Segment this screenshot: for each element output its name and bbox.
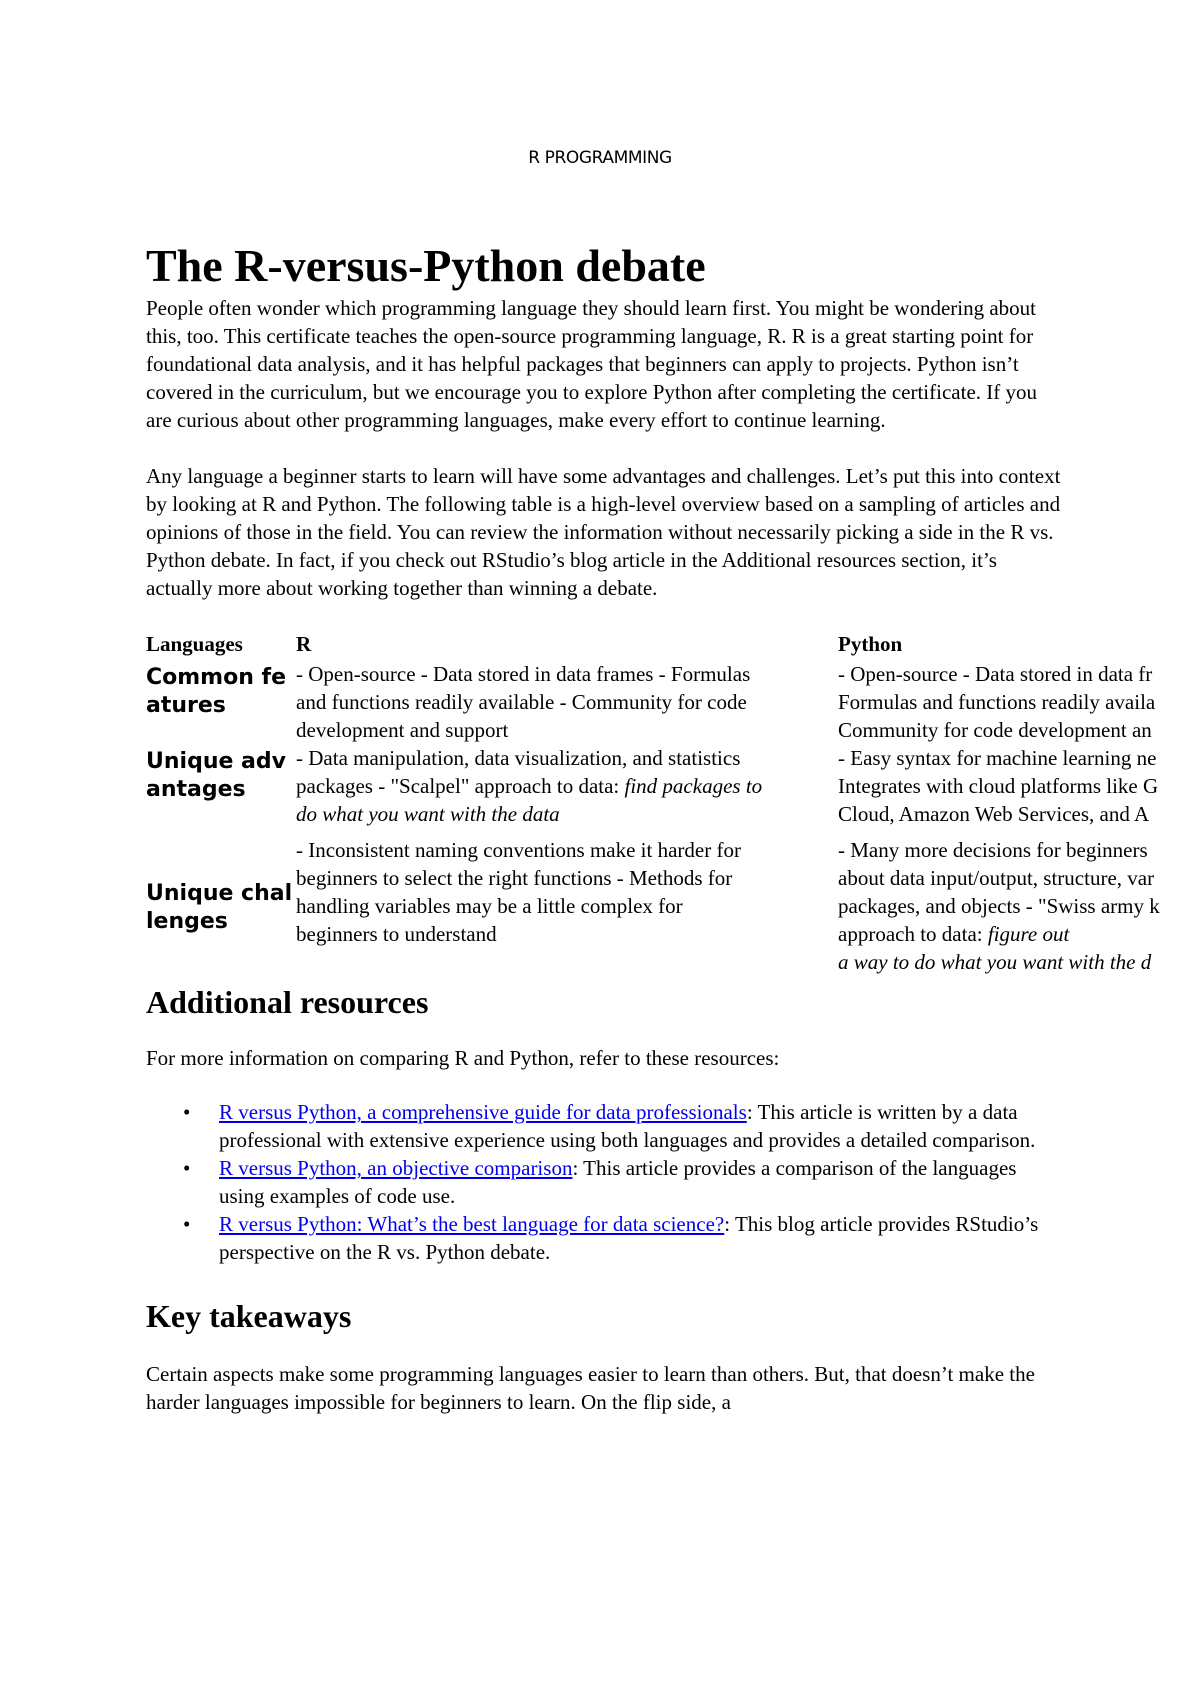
cell-python-advantages (838, 744, 1200, 836)
cell-line: - Inconsistent naming conventions make it harder for (296, 838, 741, 862)
list-item (183, 1154, 1066, 1210)
table-row (146, 660, 1200, 744)
cell-line: do what you want with the data (296, 802, 560, 826)
key-takeaways-heading: Key takeaways (146, 1298, 352, 1334)
cell-line: beginners to select the right functions - Methods for (296, 866, 733, 890)
row-label-common-features: Common features (146, 665, 287, 718)
intro-paragraph-1: People often wonder which programming language they should learn first. You might be wondering about this, too. This certificate teaches the open-source programming language, R. R is a great starting point for foundational data analysis, and it has helpful packages that beginners can apply to projects. Python isn’t covered in the curriculum, but we encourage you to explore Python after completing the certificate. If you are curious about other programming languages, make every effort to continue learning. (146, 296, 1038, 432)
table-header-python: Python (838, 632, 903, 656)
cell-python-challenges (838, 836, 1200, 976)
table-header-languages: Languages (146, 632, 243, 656)
bullet-icon: • (183, 1212, 191, 1236)
cell-line: - Easy syntax for machine learning ne (838, 746, 1157, 770)
cell-line: Community for code development an (838, 718, 1152, 742)
cell-line: Formulas and functions readily availa (838, 690, 1156, 714)
intro-paragraph-2: Any language a beginner starts to learn will have some advantages and challenges. Let’s put this into context by looking at R and Python. The following table is a high-level overview based on a sampling of articles and opinions of those in the field. You can review the information without necessarily picking a side in the R vs. Python debate. In fact, if you check out RStudio’s blog article in the Additional resources section, it’s actually more about working together than winning a debate. (146, 464, 1061, 600)
cell-r-advantages (296, 744, 838, 836)
list-item (183, 1098, 1066, 1154)
cell-line: - Open-source - Data stored in data frames - Formulas (296, 662, 751, 686)
cell-r-challenges (296, 836, 838, 976)
resource-link-comprehensive-guide[interactable]: R versus Python, a comprehensive guide for data professionals (219, 1100, 747, 1124)
resource-description: : This blog article provides RStudio’s perspective on the R vs. Python debate. (219, 1212, 1039, 1264)
cell-line: beginners to understand (296, 922, 497, 946)
cell-line: a way to do what you want with the d (838, 950, 1152, 974)
resource-description: : This article provides a comparison of the languages using examples of code use. (219, 1156, 1017, 1208)
row-label-unique-advantages: Unique advantages (146, 749, 286, 802)
table-row (146, 744, 1200, 836)
cell-line (296, 772, 838, 800)
table-header-row (146, 630, 1200, 660)
additional-resources-heading: Additional resources (146, 984, 429, 1020)
resource-link-best-language[interactable]: R versus Python: What’s the best language for data science? (219, 1212, 725, 1236)
bullet-icon: • (183, 1100, 191, 1124)
resource-link-objective-comparison[interactable]: R versus Python, an objective comparison (219, 1156, 573, 1180)
cell-text-italic: find packages to (624, 774, 763, 798)
cell-line (838, 920, 1200, 948)
resource-list (146, 1098, 1066, 1266)
resource-description: : This article is written by a data professional with extensive experience using both languages and provides a detailed comparison. (219, 1100, 1036, 1152)
cell-r-common (296, 660, 838, 744)
row-label-unique-challenges: Unique challenges (146, 881, 293, 934)
page-title: The R-versus-Python debate (146, 240, 706, 291)
cell-line: packages, and objects - "Swiss army k (838, 894, 1160, 918)
cell-text: packages - "Scalpel" approach to data: (296, 774, 625, 798)
additional-resources-intro: For more information on comparing R and Python, refer to these resources: (146, 1046, 780, 1070)
cell-line: development and support (296, 718, 509, 742)
cell-line: - Many more decisions for beginners (838, 838, 1148, 862)
page-header-label: R PROGRAMMING (528, 148, 672, 168)
cell-text: approach to data: (838, 922, 988, 946)
key-takeaways-text: Certain aspects make some programming languages easier to learn than others. But, that doesn’t make the harder languages impossible for beginners to learn. On the flip side, a (146, 1362, 1035, 1414)
document-body (146, 238, 1200, 1416)
cell-python-common (838, 660, 1200, 744)
bullet-icon: • (183, 1156, 191, 1180)
comparison-table (146, 630, 1200, 976)
cell-line: handling variables may be a little complex for (296, 894, 683, 918)
cell-line: and functions readily available - Community for code (296, 690, 747, 714)
cell-line: - Open-source - Data stored in data fr (838, 662, 1153, 686)
cell-text-italic: figure out (987, 922, 1070, 946)
list-item (183, 1210, 1066, 1266)
cell-line: about data input/output, structure, var (838, 866, 1155, 890)
cell-line: Integrates with cloud platforms like G (838, 774, 1159, 798)
cell-line: Cloud, Amazon Web Services, and A (838, 802, 1150, 826)
cell-line: - Data manipulation, data visualization, and statistics (296, 746, 741, 770)
table-header-r: R (296, 632, 312, 656)
table-row (146, 836, 1200, 976)
